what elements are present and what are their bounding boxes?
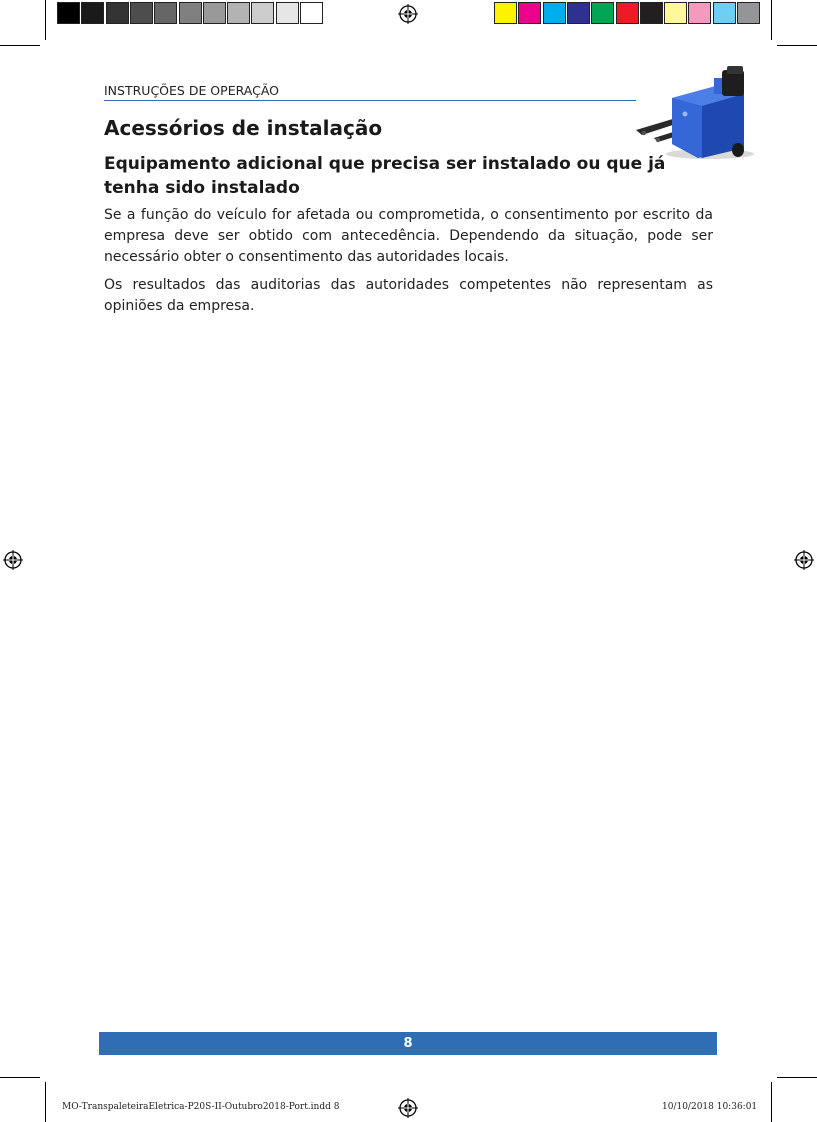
- color-swatch: [518, 2, 541, 24]
- color-swatch: [591, 2, 614, 24]
- gray-swatch: [203, 2, 226, 24]
- gray-swatch: [81, 2, 104, 24]
- body-paragraph: Os resultados das auditorias das autoridades competentes não representam as opiniões da empresa.: [104, 277, 713, 314]
- registration-mark-icon: [794, 550, 814, 570]
- gray-swatch: [154, 2, 177, 24]
- registration-mark-icon: [398, 4, 418, 24]
- gray-swatch: [276, 2, 299, 24]
- header-rule: [104, 100, 636, 101]
- color-swatch: [713, 2, 736, 24]
- section-label: INSTRUÇÕES DE OPERAÇÃO: [104, 83, 279, 98]
- crop-mark: [771, 1082, 772, 1122]
- crop-mark: [0, 45, 40, 46]
- registration-mark-icon: [398, 1098, 418, 1118]
- crop-mark: [45, 1082, 46, 1122]
- color-swatch: [567, 2, 590, 24]
- page-title: Acessórios de instalação: [104, 116, 383, 140]
- pallet-truck-illustration: [632, 64, 760, 162]
- color-swatch: [616, 2, 639, 24]
- registration-mark-icon: [3, 550, 23, 570]
- crop-mark: [771, 0, 772, 40]
- color-swatch: [664, 2, 687, 24]
- gray-swatch: [106, 2, 129, 24]
- color-swatch: [688, 2, 711, 24]
- crop-mark: [45, 0, 46, 40]
- print-slug-timestamp: 10/10/2018 10:36:01: [662, 1102, 758, 1112]
- gray-swatch: [57, 2, 80, 24]
- color-swatch: [494, 2, 517, 24]
- gray-swatch: [227, 2, 250, 24]
- gray-swatch: [300, 2, 323, 24]
- color-swatch: [737, 2, 760, 24]
- body-paragraph: Se a função do veículo for afetada ou comprometida, o consentimento por escrito da empresa deve ser obtido com antecedência. Dependendo da situação, pode ser necessário obter o consentimento das autoridades locais.: [104, 207, 713, 265]
- gray-swatch: [130, 2, 153, 24]
- print-slug-filename: MO-TranspaleteiraEletrica-P20S-II-Outubro2018-Port.indd 8: [62, 1102, 340, 1112]
- crop-mark: [777, 1077, 817, 1078]
- color-swatch: [543, 2, 566, 24]
- crop-mark: [0, 1077, 40, 1078]
- gray-swatch: [179, 2, 202, 24]
- section-subtitle: Equipamento adicional que precisa ser instalado ou que já tenha sido instalado: [104, 154, 666, 198]
- page-number: 8: [99, 1032, 717, 1055]
- color-swatch: [640, 2, 663, 24]
- crop-mark: [777, 45, 817, 46]
- gray-swatch: [251, 2, 274, 24]
